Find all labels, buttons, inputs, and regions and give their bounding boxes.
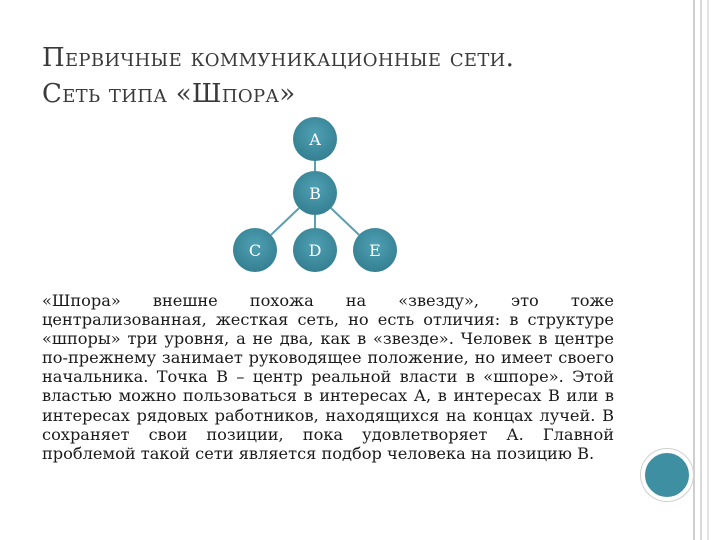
node-d [293,228,337,272]
node-label: В [309,184,321,203]
node-a [293,117,337,161]
edge-b-c [271,208,299,235]
node-label: С [248,241,262,260]
node-e [353,228,397,272]
node-label: D [308,241,322,260]
node-c [233,228,277,272]
node-b [293,171,337,215]
slide-title-line-1: Первичные коммуникационные сети. [42,43,515,73]
node-label: Е [369,241,381,260]
slide-title-line-2: Сеть типа «Шпора» [42,79,296,109]
slide-body-text: «Шпора» внешне похожа на «звезду», это тоже централизованная, жесткая сеть, но есть отличия: в структуре «шпоры» три уровня, а не два, как в «звезде». Человек в центре по-прежнему занимает руководящее положение, но имеет своего начальника. Точка В – центр реальной власти в «шпоре». Этой властью можно пользоваться в интересах А, в интересах В или в интересах рядовых работников, находящихся на концах лучей. В сохраняет свои позиции, пока удовлетворяет А. Главной проблемой такой сети является подбор человека на позицию В. [42,291,614,463]
decorative-circle [641,449,693,501]
edge-b-e [331,208,359,235]
node-label: А [308,130,322,149]
